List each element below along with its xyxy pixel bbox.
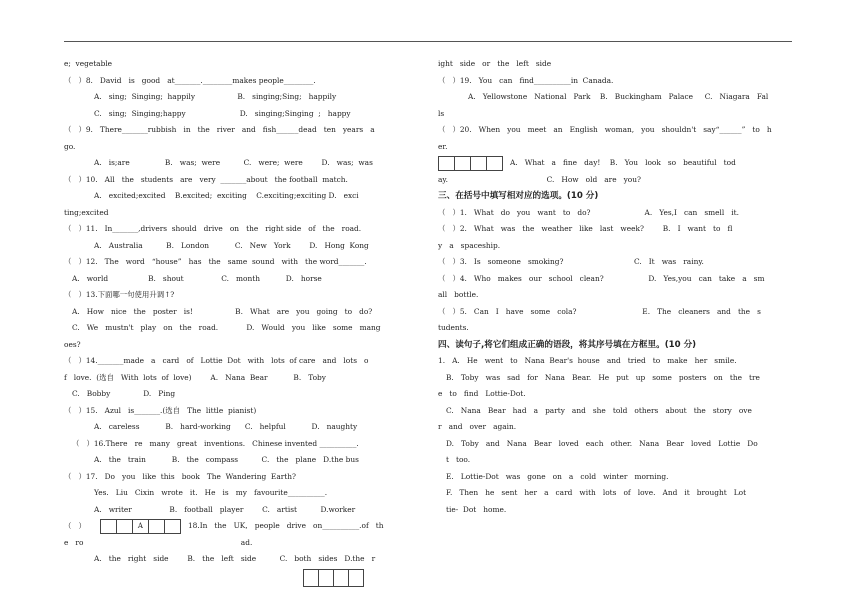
text-line: C. Nana Bear had a party and she told others about the story ove	[446, 405, 752, 415]
text-line: 四、读句子,将它们组成正确的语段，将其序号填在方框里。(10 分)	[438, 339, 697, 350]
text-line: tudents.	[438, 323, 469, 332]
text-line: C. We mustn't play on the road. D. Would you like some mang	[72, 323, 381, 332]
text-line: A. is;are B. was; were C. were; were D. was; was	[94, 158, 373, 167]
text-line: D. Toby and Nana Bear loved each other. Nana Bear loved Lottie Do	[446, 438, 758, 448]
text-line: C. sing; Singing;happy D. singing;Singing ; happy	[94, 108, 351, 118]
text-line: （ ）10. All the students are very _______about the football match.	[64, 174, 348, 184]
text-line: all bottle.	[438, 290, 479, 299]
question-text: 18.In the UK, people drive on__________.of th	[187, 521, 384, 531]
text-line: （ ）12. The word “house” has the same sound with the word_______.	[64, 257, 367, 266]
text-line: A. the right side B. the left side C. both sides D.the r	[94, 554, 376, 563]
answer-box[interactable]	[486, 156, 503, 171]
question-text: A. What a fine day! B. You look so beautiful tod	[510, 158, 736, 168]
text-line: A. careless B. hard-working C. helpful D. naughty	[94, 422, 358, 431]
text-line: （ ）3. Is someone smoking? C. It was rainy.	[438, 257, 704, 266]
text-line: go.	[64, 141, 76, 151]
answer-box[interactable]	[148, 519, 165, 534]
text-line: er.	[438, 141, 448, 151]
text-line: t too.	[446, 455, 471, 464]
text-line: Yes. Liu Cixin wrote it. He is my favourite__________.	[94, 488, 328, 497]
text-line: （ ）13.下面哪一句使用升调↑?	[64, 290, 175, 299]
text-line: （ ）20. When you meet an English woman, you shouldn't say“______” to h	[438, 125, 772, 134]
text-line: A. sing; Singing; happily B. singing;Sing; happily	[94, 92, 337, 101]
score-box[interactable]	[348, 569, 364, 587]
answer-box[interactable]	[164, 519, 181, 534]
answer-box[interactable]	[100, 519, 117, 534]
answer-boxes[interactable]	[100, 518, 180, 535]
text-line: A. writer B. football player C. artist D.worker	[94, 504, 356, 514]
text-line: （ ）15. Azul is_______.(选自 The little pianist)	[64, 405, 257, 415]
text-line: A. How nice the poster is! B. What are you going to do?	[72, 306, 373, 316]
text-line: （ ）16.There re many great inventions. Chinese invented __________.	[72, 438, 359, 448]
text-line: e ro ad.	[64, 537, 253, 547]
text-line: （ ）1. What do you want to do? A. Yes,I can smell it.	[438, 207, 739, 217]
text-line: （ ）5. Can I have some cola? E. The cleaners and the s	[438, 306, 761, 316]
text-line: （ ）4. Who makes our school clean? D. Yes,you can take a sm	[438, 273, 765, 283]
text-line: ls	[438, 108, 445, 118]
text-line: （ ）19. You can find__________in Canada.	[438, 75, 614, 85]
text-line: （ ）2. What was the weather like last week? B. I want to fl	[438, 224, 733, 233]
text-line: A. world B. shout C. month D. horse	[72, 273, 322, 283]
text-line: A. the train B. the compass C. the plane D.the bus	[94, 455, 359, 464]
text-line: E. Lottie-Dot was gone on a cold winter morning.	[446, 471, 669, 481]
text-line: 三、在括号中填写相对应的选项。(10 分)	[438, 191, 599, 201]
header-rule	[64, 41, 792, 42]
text-line: （ ）14._______made a card of Lottie Dot with lots of care and lots o	[64, 356, 369, 365]
score-boxes	[303, 569, 363, 589]
text-line: A. Yellowstone National Park B. Buckingham Palace C. Niagara Fal	[468, 92, 769, 101]
text-line: tie- Dot home.	[446, 504, 507, 514]
text-line: oes?	[64, 339, 81, 349]
text-line: （ ）11. In_______,drivers should drive on the right side of the road.	[64, 224, 362, 233]
answer-box[interactable]: A	[132, 519, 149, 534]
text-line: e; vegetable	[64, 59, 113, 68]
text-line: A. excited;excited B.excited; exciting C.exciting;exciting D. exci	[94, 191, 359, 200]
text-line: （ ）8. David is good at_______.________makes people________.	[64, 75, 316, 85]
right-column	[438, 56, 796, 518]
text-line: f love. (选自 With lots of love) A. Nana Bear B. Toby	[64, 372, 326, 382]
text-line: e to find Lottie-Dot.	[438, 389, 526, 398]
answer-box[interactable]	[454, 156, 471, 171]
text-line: B. Toby was sad for Nana Bear. He put up some posters on the tre	[446, 372, 760, 382]
text-line: ight side or the left side	[438, 59, 552, 68]
text-line: ay. C. How old are you?	[438, 174, 641, 184]
text-line: ting;excited	[64, 207, 109, 217]
answer-box[interactable]	[470, 156, 487, 171]
text-line: A. Australia B. London C. New York D. Hong Kong	[94, 240, 369, 250]
text-line: r and over again.	[438, 422, 517, 431]
answer-boxes[interactable]	[438, 155, 502, 172]
answer-box[interactable]	[116, 519, 133, 534]
text-line: （ ）17. Do you like this book The Wandering Earth?	[64, 471, 296, 481]
answer-box[interactable]	[438, 156, 455, 171]
text-line: 1. A. He went to Nana Bear's house and tried to make her smile.	[438, 356, 737, 365]
score-box[interactable]	[303, 569, 319, 587]
text-line: （ ）9. There_______rubbish in the river and fish______dead ten years a	[64, 125, 375, 134]
text-line: y a spaceship.	[438, 240, 501, 250]
text-line: F. Then he sent her a card with lots of love. And it brought Lot	[446, 488, 747, 497]
left-column	[64, 56, 426, 568]
text-line: （ ） A 18.In the UK, people drive on__________.of th	[64, 518, 426, 535]
text-line	[438, 155, 796, 172]
score-box[interactable]	[333, 569, 349, 587]
text-line: C. Bobby D. Ping	[72, 389, 176, 398]
score-box[interactable]	[318, 569, 334, 587]
